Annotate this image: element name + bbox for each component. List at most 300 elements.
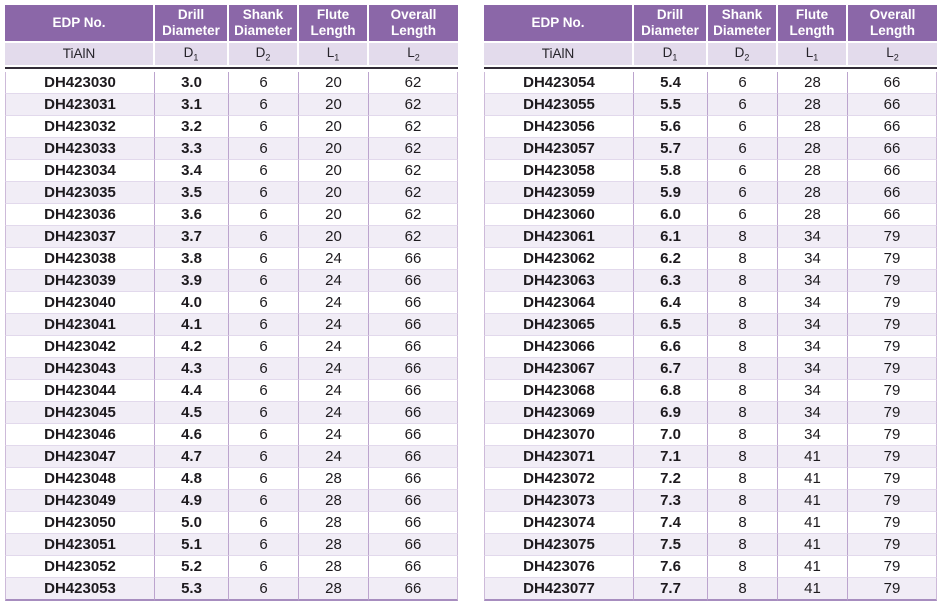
cell-edp-no: DH423071 xyxy=(484,446,634,468)
cell-shank-diameter: 6 xyxy=(229,336,299,358)
cell-drill-diameter: 5.9 xyxy=(634,182,708,204)
cell-drill-diameter: 3.8 xyxy=(155,248,229,270)
symbol-subscript: 1 xyxy=(672,52,678,63)
cell-overall-length: 66 xyxy=(848,204,937,226)
cell-overall-length: 62 xyxy=(369,182,458,204)
cell-edp-no: DH423052 xyxy=(5,556,155,578)
divider-row xyxy=(484,65,937,72)
cell-shank-diameter: 6 xyxy=(229,270,299,292)
table-row xyxy=(484,424,937,446)
symbol-base: L xyxy=(326,45,335,60)
cell-drill-diameter: 3.0 xyxy=(155,72,229,94)
cell-edp-no: DH423062 xyxy=(484,248,634,270)
cell-flute-length: 24 xyxy=(299,314,369,336)
cell-flute-length: 20 xyxy=(299,182,369,204)
cell-shank-diameter: 8 xyxy=(708,248,778,270)
cell-flute-length: 28 xyxy=(299,578,369,601)
cell-drill-diameter: 3.5 xyxy=(155,182,229,204)
cell-edp-no: DH423077 xyxy=(484,578,634,601)
subheader-d1 xyxy=(634,43,708,65)
cell-shank-diameter: 6 xyxy=(708,116,778,138)
cell-edp-no: DH423060 xyxy=(484,204,634,226)
cell-drill-diameter: 6.7 xyxy=(634,358,708,380)
cell-edp-no: DH423068 xyxy=(484,380,634,402)
cell-flute-length: 24 xyxy=(299,336,369,358)
subheader-d2 xyxy=(229,43,299,65)
cell-flute-length: 41 xyxy=(778,468,848,490)
cell-edp-no: DH423059 xyxy=(484,182,634,204)
cell-overall-length: 79 xyxy=(848,336,937,358)
cell-drill-diameter: 7.6 xyxy=(634,556,708,578)
cell-drill-diameter: 4.1 xyxy=(155,314,229,336)
symbol-subscript: 2 xyxy=(265,52,271,63)
cell-flute-length: 24 xyxy=(299,248,369,270)
cell-drill-diameter: 6.5 xyxy=(634,314,708,336)
table-row xyxy=(484,314,937,336)
cell-drill-diameter: 6.9 xyxy=(634,402,708,424)
cell-flute-length: 28 xyxy=(299,534,369,556)
cell-flute-length: 41 xyxy=(778,512,848,534)
table-row xyxy=(5,534,458,556)
subheader-coating: TiAlN xyxy=(5,43,155,65)
cell-overall-length: 62 xyxy=(369,116,458,138)
cell-overall-length: 66 xyxy=(369,402,458,424)
cell-edp-no: DH423038 xyxy=(5,248,155,270)
cell-edp-no: DH423043 xyxy=(5,358,155,380)
cell-shank-diameter: 6 xyxy=(708,182,778,204)
cell-shank-diameter: 6 xyxy=(229,204,299,226)
cell-drill-diameter: 3.2 xyxy=(155,116,229,138)
table-row xyxy=(5,182,458,204)
cell-shank-diameter: 6 xyxy=(229,512,299,534)
table-row xyxy=(5,292,458,314)
table-row xyxy=(484,490,937,512)
table-row xyxy=(5,490,458,512)
cell-edp-no: DH423048 xyxy=(5,468,155,490)
cell-edp-no: DH423074 xyxy=(484,512,634,534)
cell-drill-diameter: 4.0 xyxy=(155,292,229,314)
cell-flute-length: 20 xyxy=(299,72,369,94)
cell-edp-no: DH423073 xyxy=(484,490,634,512)
table-row xyxy=(5,116,458,138)
cell-drill-diameter: 7.7 xyxy=(634,578,708,601)
table-row xyxy=(484,226,937,248)
cell-flute-length: 34 xyxy=(778,402,848,424)
cell-drill-diameter: 4.7 xyxy=(155,446,229,468)
cell-flute-length: 41 xyxy=(778,556,848,578)
table-row xyxy=(5,94,458,116)
cell-overall-length: 79 xyxy=(848,578,937,601)
cell-drill-diameter: 6.0 xyxy=(634,204,708,226)
table-row xyxy=(5,138,458,160)
cell-edp-no: DH423032 xyxy=(5,116,155,138)
cell-flute-length: 28 xyxy=(778,72,848,94)
cell-overall-length: 66 xyxy=(369,380,458,402)
table-row xyxy=(5,248,458,270)
cell-overall-length: 79 xyxy=(848,358,937,380)
cell-edp-no: DH423036 xyxy=(5,204,155,226)
cell-flute-length: 24 xyxy=(299,380,369,402)
subheader-coating: TiAlN xyxy=(484,43,634,65)
cell-edp-no: DH423047 xyxy=(5,446,155,468)
table-row xyxy=(484,94,937,116)
table-row xyxy=(484,138,937,160)
cell-shank-diameter: 6 xyxy=(708,138,778,160)
cell-flute-length: 28 xyxy=(778,116,848,138)
cell-shank-diameter: 6 xyxy=(229,358,299,380)
cell-shank-diameter: 6 xyxy=(229,380,299,402)
cell-edp-no: DH423051 xyxy=(5,534,155,556)
cell-flute-length: 20 xyxy=(299,94,369,116)
cell-flute-length: 41 xyxy=(778,490,848,512)
cell-shank-diameter: 8 xyxy=(708,270,778,292)
cell-flute-length: 41 xyxy=(778,578,848,601)
cell-shank-diameter: 8 xyxy=(708,556,778,578)
header-row xyxy=(484,5,937,43)
cell-drill-diameter: 4.5 xyxy=(155,402,229,424)
cell-drill-diameter: 5.5 xyxy=(634,94,708,116)
cell-shank-diameter: 8 xyxy=(708,226,778,248)
table-row xyxy=(484,204,937,226)
cell-drill-diameter: 6.1 xyxy=(634,226,708,248)
cell-edp-no: DH423064 xyxy=(484,292,634,314)
cell-overall-length: 66 xyxy=(848,116,937,138)
subheader-l2 xyxy=(369,43,458,65)
table-row xyxy=(484,446,937,468)
divider-row xyxy=(5,65,458,72)
cell-overall-length: 66 xyxy=(369,424,458,446)
cell-shank-diameter: 6 xyxy=(708,204,778,226)
cell-shank-diameter: 8 xyxy=(708,468,778,490)
cell-overall-length: 66 xyxy=(848,72,937,94)
cell-edp-no: DH423039 xyxy=(5,270,155,292)
cell-drill-diameter: 4.2 xyxy=(155,336,229,358)
cell-drill-diameter: 7.2 xyxy=(634,468,708,490)
cell-flute-length: 28 xyxy=(778,94,848,116)
cell-drill-diameter: 5.2 xyxy=(155,556,229,578)
cell-flute-length: 24 xyxy=(299,270,369,292)
cell-flute-length: 34 xyxy=(778,336,848,358)
cell-drill-diameter: 5.7 xyxy=(634,138,708,160)
cell-shank-diameter: 6 xyxy=(229,446,299,468)
cell-flute-length: 24 xyxy=(299,446,369,468)
cell-overall-length: 79 xyxy=(848,314,937,336)
cell-overall-length: 66 xyxy=(369,358,458,380)
subheader-l1 xyxy=(299,43,369,65)
symbol-subscript: 1 xyxy=(193,52,199,63)
cell-overall-length: 66 xyxy=(369,292,458,314)
table-row xyxy=(5,226,458,248)
table-row xyxy=(484,578,937,601)
cell-drill-diameter: 4.6 xyxy=(155,424,229,446)
table-row xyxy=(484,380,937,402)
cell-shank-diameter: 8 xyxy=(708,314,778,336)
table-row xyxy=(5,358,458,380)
table-row xyxy=(5,204,458,226)
cell-overall-length: 79 xyxy=(848,248,937,270)
cell-flute-length: 41 xyxy=(778,534,848,556)
cell-drill-diameter: 6.4 xyxy=(634,292,708,314)
drill-spec-table-left xyxy=(5,5,458,601)
cell-flute-length: 34 xyxy=(778,314,848,336)
column-header-flute-length: Flute Length xyxy=(778,5,848,43)
cell-overall-length: 79 xyxy=(848,292,937,314)
cell-drill-diameter: 3.3 xyxy=(155,138,229,160)
cell-edp-no: DH423040 xyxy=(5,292,155,314)
cell-shank-diameter: 8 xyxy=(708,358,778,380)
cell-flute-length: 34 xyxy=(778,358,848,380)
cell-drill-diameter: 3.1 xyxy=(155,94,229,116)
column-header-drill-diameter: Drill Diameter xyxy=(155,5,229,43)
table-row xyxy=(484,160,937,182)
cell-edp-no: DH423057 xyxy=(484,138,634,160)
table-row xyxy=(484,512,937,534)
cell-overall-length: 79 xyxy=(848,468,937,490)
table-row xyxy=(484,292,937,314)
cell-overall-length: 66 xyxy=(369,336,458,358)
cell-overall-length: 66 xyxy=(848,94,937,116)
cell-shank-diameter: 6 xyxy=(229,72,299,94)
cell-shank-diameter: 6 xyxy=(229,424,299,446)
cell-flute-length: 28 xyxy=(778,204,848,226)
symbol-subscript: 2 xyxy=(893,52,899,63)
cell-overall-length: 79 xyxy=(848,402,937,424)
symbol-base: L xyxy=(407,45,415,60)
subheader-row xyxy=(5,43,458,65)
cell-shank-diameter: 6 xyxy=(229,116,299,138)
cell-flute-length: 28 xyxy=(299,556,369,578)
column-header-drill-diameter: Drill Diameter xyxy=(634,5,708,43)
cell-shank-diameter: 6 xyxy=(229,556,299,578)
cell-overall-length: 79 xyxy=(848,380,937,402)
cell-shank-diameter: 8 xyxy=(708,424,778,446)
subheader-d2 xyxy=(708,43,778,65)
table-row xyxy=(5,314,458,336)
cell-overall-length: 62 xyxy=(369,138,458,160)
cell-edp-no: DH423061 xyxy=(484,226,634,248)
table-row xyxy=(484,182,937,204)
subheader-l1 xyxy=(778,43,848,65)
cell-shank-diameter: 8 xyxy=(708,578,778,601)
cell-overall-length: 62 xyxy=(369,72,458,94)
cell-shank-diameter: 6 xyxy=(229,248,299,270)
cell-flute-length: 34 xyxy=(778,226,848,248)
cell-drill-diameter: 5.1 xyxy=(155,534,229,556)
table-row xyxy=(5,160,458,182)
cell-overall-length: 66 xyxy=(369,534,458,556)
cell-drill-diameter: 7.4 xyxy=(634,512,708,534)
cell-edp-no: DH423049 xyxy=(5,490,155,512)
cell-edp-no: DH423035 xyxy=(5,182,155,204)
subheader-l2 xyxy=(848,43,937,65)
cell-edp-no: DH423058 xyxy=(484,160,634,182)
table-row xyxy=(5,270,458,292)
cell-flute-length: 34 xyxy=(778,424,848,446)
cell-overall-length: 66 xyxy=(369,490,458,512)
cell-edp-no: DH423034 xyxy=(5,160,155,182)
cell-edp-no: DH423046 xyxy=(5,424,155,446)
cell-edp-no: DH423037 xyxy=(5,226,155,248)
symbol-base: L xyxy=(805,45,814,60)
cell-shank-diameter: 8 xyxy=(708,512,778,534)
cell-shank-diameter: 8 xyxy=(708,292,778,314)
cell-overall-length: 62 xyxy=(369,94,458,116)
column-header-flute-length: Flute Length xyxy=(299,5,369,43)
cell-edp-no: DH423056 xyxy=(484,116,634,138)
cell-shank-diameter: 8 xyxy=(708,380,778,402)
cell-drill-diameter: 5.6 xyxy=(634,116,708,138)
cell-edp-no: DH423076 xyxy=(484,556,634,578)
cell-drill-diameter: 3.7 xyxy=(155,226,229,248)
cell-shank-diameter: 6 xyxy=(229,468,299,490)
table-row xyxy=(484,534,937,556)
cell-edp-no: DH423063 xyxy=(484,270,634,292)
subheader-d1 xyxy=(155,43,229,65)
cell-drill-diameter: 5.8 xyxy=(634,160,708,182)
cell-overall-length: 66 xyxy=(369,270,458,292)
table-row xyxy=(484,336,937,358)
cell-flute-length: 20 xyxy=(299,116,369,138)
cell-flute-length: 24 xyxy=(299,424,369,446)
cell-overall-length: 79 xyxy=(848,226,937,248)
header-divider-line xyxy=(5,67,458,69)
cell-edp-no: DH423053 xyxy=(5,578,155,601)
cell-overall-length: 79 xyxy=(848,446,937,468)
symbol-base: D xyxy=(662,45,673,60)
cell-overall-length: 79 xyxy=(848,534,937,556)
symbol-subscript: 1 xyxy=(813,52,819,63)
table-row xyxy=(484,468,937,490)
symbol-subscript: 2 xyxy=(414,52,420,63)
cell-edp-no: DH423065 xyxy=(484,314,634,336)
cell-shank-diameter: 6 xyxy=(229,138,299,160)
cell-overall-length: 66 xyxy=(369,468,458,490)
cell-drill-diameter: 3.4 xyxy=(155,160,229,182)
drill-spec-table-right xyxy=(484,5,937,601)
cell-overall-length: 62 xyxy=(369,160,458,182)
symbol-base: D xyxy=(255,45,266,60)
cell-overall-length: 66 xyxy=(369,446,458,468)
cell-edp-no: DH423054 xyxy=(484,72,634,94)
cell-drill-diameter: 7.0 xyxy=(634,424,708,446)
cell-overall-length: 66 xyxy=(369,556,458,578)
table-row xyxy=(5,556,458,578)
column-header-edp-no: EDP No. xyxy=(484,5,634,43)
cell-overall-length: 66 xyxy=(848,138,937,160)
cell-flute-length: 28 xyxy=(299,468,369,490)
cell-edp-no: DH423042 xyxy=(5,336,155,358)
column-header-overall-length: Overall Length xyxy=(848,5,937,43)
cell-shank-diameter: 6 xyxy=(229,226,299,248)
cell-shank-diameter: 6 xyxy=(229,314,299,336)
column-header-shank-diameter: Shank Diameter xyxy=(708,5,778,43)
table-row xyxy=(5,72,458,94)
cell-overall-length: 79 xyxy=(848,556,937,578)
cell-edp-no: DH423031 xyxy=(5,94,155,116)
cell-drill-diameter: 4.4 xyxy=(155,380,229,402)
cell-overall-length: 79 xyxy=(848,424,937,446)
cell-flute-length: 41 xyxy=(778,446,848,468)
table-row xyxy=(484,248,937,270)
cell-flute-length: 34 xyxy=(778,292,848,314)
symbol-base: D xyxy=(734,45,745,60)
table-row xyxy=(5,446,458,468)
cell-drill-diameter: 6.6 xyxy=(634,336,708,358)
cell-flute-length: 28 xyxy=(299,512,369,534)
cell-edp-no: DH423045 xyxy=(5,402,155,424)
cell-shank-diameter: 6 xyxy=(229,402,299,424)
cell-drill-diameter: 4.3 xyxy=(155,358,229,380)
cell-shank-diameter: 8 xyxy=(708,534,778,556)
cell-shank-diameter: 6 xyxy=(229,94,299,116)
table-row xyxy=(484,72,937,94)
table-row xyxy=(5,578,458,601)
cell-shank-diameter: 6 xyxy=(229,578,299,601)
cell-drill-diameter: 4.9 xyxy=(155,490,229,512)
table-row xyxy=(484,270,937,292)
cell-flute-length: 24 xyxy=(299,358,369,380)
cell-flute-length: 34 xyxy=(778,248,848,270)
cell-edp-no: DH423069 xyxy=(484,402,634,424)
table-row xyxy=(5,402,458,424)
cell-drill-diameter: 5.0 xyxy=(155,512,229,534)
cell-flute-length: 28 xyxy=(778,138,848,160)
cell-edp-no: DH423067 xyxy=(484,358,634,380)
cell-shank-diameter: 8 xyxy=(708,402,778,424)
cell-drill-diameter: 5.4 xyxy=(634,72,708,94)
cell-overall-length: 79 xyxy=(848,512,937,534)
symbol-subscript: 2 xyxy=(744,52,750,63)
cell-drill-diameter: 4.8 xyxy=(155,468,229,490)
subheader-row xyxy=(484,43,937,65)
cell-overall-length: 62 xyxy=(369,226,458,248)
cell-shank-diameter: 6 xyxy=(229,160,299,182)
table-row xyxy=(484,116,937,138)
table-row xyxy=(484,556,937,578)
cell-overall-length: 66 xyxy=(369,314,458,336)
cell-overall-length: 62 xyxy=(369,204,458,226)
table-row xyxy=(5,380,458,402)
cell-flute-length: 20 xyxy=(299,138,369,160)
cell-edp-no: DH423044 xyxy=(5,380,155,402)
cell-overall-length: 79 xyxy=(848,270,937,292)
cell-flute-length: 28 xyxy=(778,182,848,204)
cell-edp-no: DH423066 xyxy=(484,336,634,358)
cell-flute-length: 34 xyxy=(778,270,848,292)
cell-drill-diameter: 5.3 xyxy=(155,578,229,601)
column-header-overall-length: Overall Length xyxy=(369,5,458,43)
cell-edp-no: DH423041 xyxy=(5,314,155,336)
cell-shank-diameter: 6 xyxy=(708,94,778,116)
table-row xyxy=(5,468,458,490)
table-row xyxy=(484,402,937,424)
cell-drill-diameter: 6.8 xyxy=(634,380,708,402)
cell-flute-length: 24 xyxy=(299,292,369,314)
table-row xyxy=(5,336,458,358)
cell-shank-diameter: 6 xyxy=(708,160,778,182)
cell-drill-diameter: 7.3 xyxy=(634,490,708,512)
cell-overall-length: 66 xyxy=(369,248,458,270)
cell-drill-diameter: 3.6 xyxy=(155,204,229,226)
cell-shank-diameter: 6 xyxy=(229,534,299,556)
column-header-shank-diameter: Shank Diameter xyxy=(229,5,299,43)
cell-edp-no: DH423055 xyxy=(484,94,634,116)
cell-overall-length: 79 xyxy=(848,490,937,512)
cell-overall-length: 66 xyxy=(848,182,937,204)
cell-shank-diameter: 8 xyxy=(708,336,778,358)
cell-edp-no: DH423030 xyxy=(5,72,155,94)
cell-overall-length: 66 xyxy=(369,578,458,601)
